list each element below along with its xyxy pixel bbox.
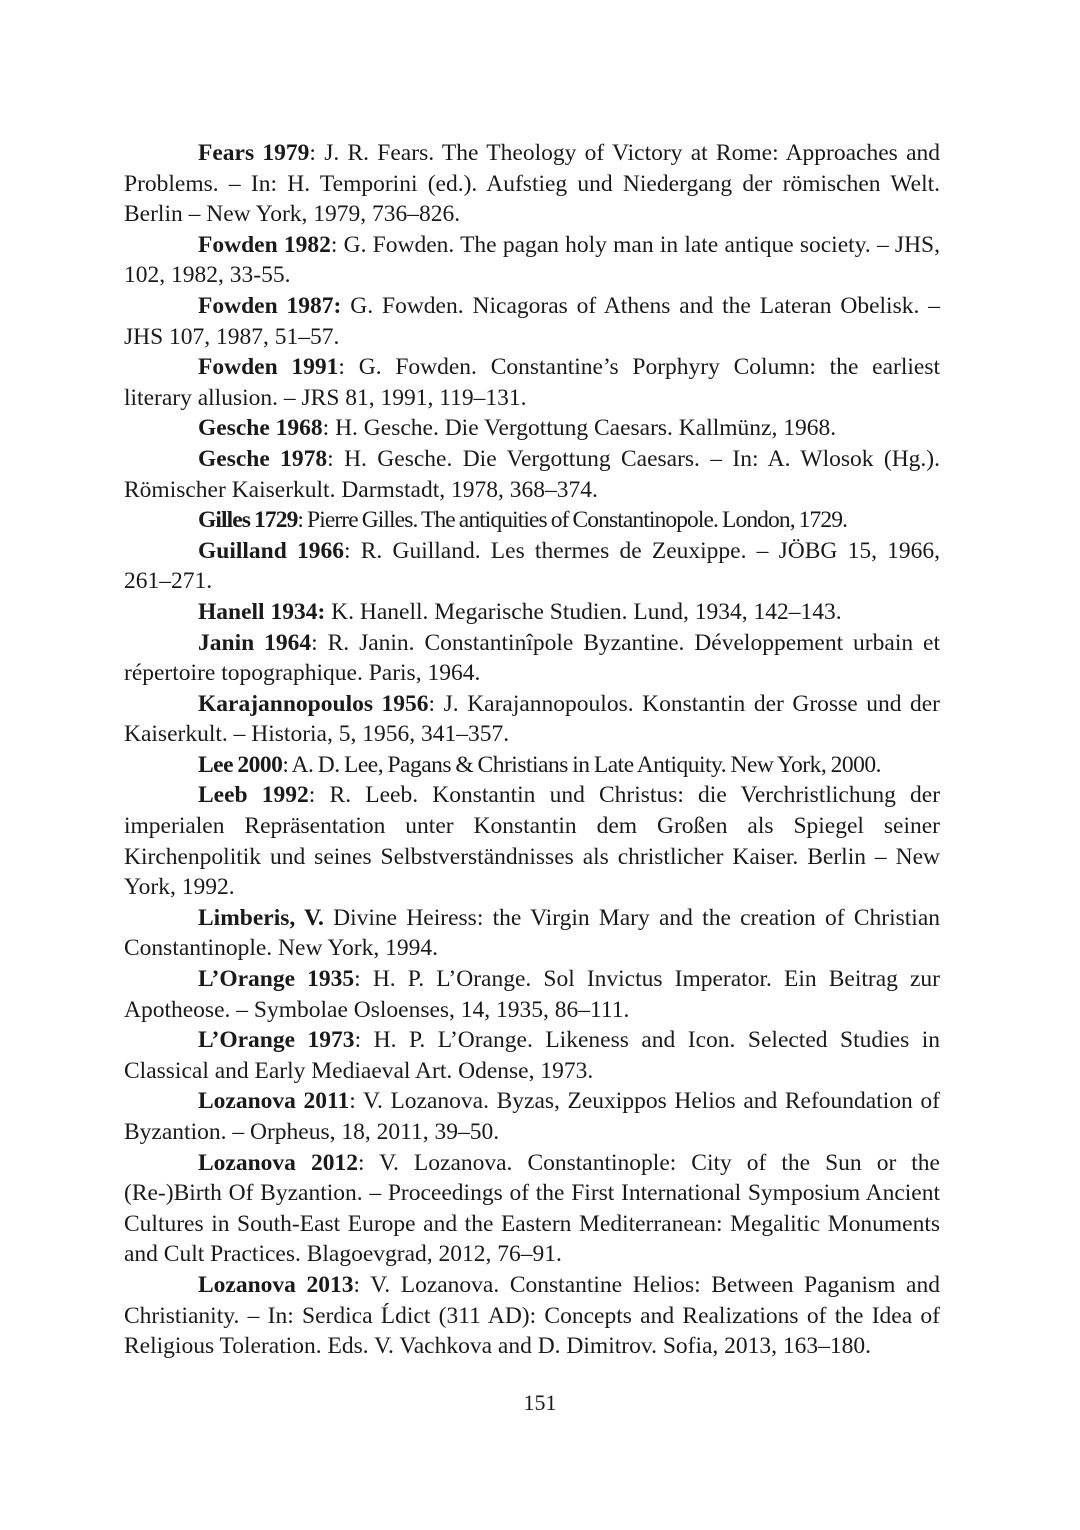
entry-key: Fowden 1991 — [198, 354, 339, 381]
bibliography-page — [124, 138, 940, 1362]
entry-separator: : — [297, 507, 308, 534]
entry-key: Lee 2000 — [198, 751, 283, 778]
entry-text: H. Gesche. Die Vergottung Caesars. – In: A. Wlosok (Hg.). Römischer Kaiserkult. Darmstadt, 1978, 368–374. — [124, 445, 940, 503]
bibliography-entry-karajannopoulos-1956 — [124, 689, 940, 750]
entry-text: J. Karajannopoulos. Konstantin der Grosse und der Kaiserkult. – Historia, 5, 1956, 341–357. — [124, 690, 940, 748]
bibliography-entry-fowden-1982 — [124, 230, 940, 291]
entry-key: Leeb 1992 — [198, 782, 309, 809]
entry-separator: : — [330, 231, 344, 258]
entry-separator: : — [308, 782, 330, 809]
entry-key: Limberis, V. — [198, 904, 324, 931]
bibliography-entry-guilland-1966 — [124, 536, 940, 597]
entry-separator: : — [354, 1027, 374, 1054]
bibliography-entry-leeb-1992 — [124, 780, 940, 902]
entry-key: Hanell 1934: — [198, 598, 326, 625]
entry-key: Gilles 1729 — [198, 507, 298, 534]
entry-text: V. Lozanova. Byzas, Zeuxippos Helios and Refoundation of Byzantion. – Orpheus, 18, 2011, 39–50. — [124, 1088, 940, 1145]
entry-separator: : — [344, 537, 361, 564]
entry-text: J. R. Fears. The Theology of Victory at Rome: Approaches and Problems. – In: H. Temporini (ed.). Aufstieg und Niedergang der römischen Welt. Berlin – New York, 1979, 736–826. — [124, 140, 940, 228]
entry-separator: : — [353, 1271, 371, 1298]
entry-key: Fowden 1987: — [198, 292, 342, 319]
bibliography-entry-gesche-1968 — [124, 413, 940, 444]
bibliography-entry-janin-1964 — [124, 628, 940, 689]
entry-text: A. D. Lee, Pagans & Christians in Late Antiquity. New York, 2000. — [291, 751, 881, 778]
entry-text: Pierre Gilles. The antiquities of Constantinopole. London, 1729. — [307, 507, 848, 534]
entry-text: H. P. L’Orange. Sol Invictus Imperator. Ein Beitrag zur Apotheose. – Symbolae Osloenses, 14, 1935, 86–111. — [124, 966, 940, 1023]
entry-separator: : — [311, 629, 328, 656]
entry-text: Divine Heiress: the Virgin Mary and the creation of Christian Constantinople. New York, 1994. — [124, 904, 940, 962]
entry-text: V. Lozanova. Constantinople: City of the Sun or the (Re-)Birth Of Byzantion. – Proceedings of the First International Symposium Ancient Cultures in South-East Europe and the Eastern Mediterranean: Megalitic Monuments and Cult Practices. Blagoevgrad, 2012, 76–91. — [124, 1149, 940, 1268]
bibliography-entry-limberis — [124, 903, 940, 964]
entry-text: G. Fowden. Nicagoras of Athens and the Lateran Obelisk. – JHS 107, 1987, 51–57. — [124, 292, 941, 350]
entry-key: Lozanova 2013 — [198, 1271, 354, 1298]
entry-key: Lozanova 2011 — [198, 1088, 350, 1115]
entry-separator: : — [428, 690, 444, 717]
entry-text: R. Janin. Constantinîpole Byzantine. Développement urbain et répertoire topographique. Paris, 1964. — [124, 629, 940, 687]
bibliography-entry-fears-1979 — [124, 138, 940, 230]
bibliography-entry-lorange-1935 — [124, 964, 940, 1025]
entry-separator — [341, 293, 350, 319]
entry-key: Gesche 1968 — [198, 415, 323, 442]
entry-separator: : — [357, 1149, 380, 1176]
entry-key: Guilland 1966 — [198, 537, 345, 564]
page-number: 151 — [523, 1390, 557, 1415]
entry-text: H. P. L’Orange. Likeness and Icon. Selected Studies in Classical and Early Mediaeval Art. Odense, 1973. — [124, 1027, 941, 1084]
entry-text: R. Guilland. Les thermes de Zeuxippe. – JÖBG 15, 1966, 261–271. — [124, 537, 941, 595]
bibliography-entry-lozanova-2013 — [124, 1270, 940, 1362]
bibliography-entry-fowden-1987 — [124, 291, 940, 352]
bibliography-entry-lee-2000 — [124, 750, 940, 781]
entry-text: G. Fowden. Constantine’s Porphyry Column: the earliest literary allusion. – JRS 81, 1991, 119–131. — [124, 354, 940, 411]
entry-key: Fears 1979 — [198, 140, 310, 166]
bibliography-entry-lorange-1973 — [124, 1025, 940, 1086]
entry-separator: : — [322, 415, 336, 442]
entry-separator: : — [282, 751, 292, 778]
entry-separator: : — [309, 140, 325, 166]
entry-text: H. Gesche. Die Vergottung Caesars. Kallmünz, 1968. — [335, 415, 837, 442]
entry-key: Fowden 1982 — [198, 231, 331, 258]
entry-key: L’Orange 1973 — [198, 1027, 355, 1054]
entry-separator: : — [327, 445, 345, 472]
bibliography-entry-gesche-1978 — [124, 444, 940, 505]
bibliography-entry-gilles-1729 — [124, 505, 940, 536]
entry-key: L’Orange 1935 — [198, 966, 355, 993]
entry-separator: : — [349, 1088, 363, 1115]
entry-key: Janin 1964 — [198, 629, 312, 656]
entry-separator — [324, 905, 333, 931]
bibliography-entry-lozanova-2011 — [124, 1086, 940, 1147]
entry-text: R. Leeb. Konstantin und Christus: die Verchristlichung der imperialen Repräsentation unter Konstantin dem Großen als Spiegel seiner Kirchenpolitik und seines Selbstverständnisses als christlicher Kaiser. Berlin – New York, 1992. — [124, 782, 941, 901]
entry-separator: : — [354, 966, 373, 993]
entry-key: Gesche 1978 — [198, 445, 328, 472]
entry-text: V. Lozanova. Constantine Helios: Between Paganism and Christianity. – In: Serdica Ĺdict (311 AD): Concepts and Realizations of the Idea of Religious Toleration. Eds. V. Vachkova and D. Dimitrov. Sofia, 2013, 163–180. — [124, 1271, 940, 1360]
entry-key: Lozanova 2012 — [198, 1149, 358, 1176]
bibliography-entry-lozanova-2012 — [124, 1148, 940, 1270]
entry-separator: : — [338, 354, 359, 381]
bibliography-entry-hanell-1934 — [124, 597, 940, 628]
entry-text: K. Hanell. Megarische Studien. Lund, 1934, 142–143. — [331, 598, 842, 625]
entry-key: Karajannopoulos 1956 — [198, 690, 429, 717]
entry-text: G. Fowden. The pagan holy man in late antique society. – JHS, 102, 1982, 33-55. — [124, 231, 940, 289]
bibliography-entry-fowden-1991 — [124, 352, 940, 413]
